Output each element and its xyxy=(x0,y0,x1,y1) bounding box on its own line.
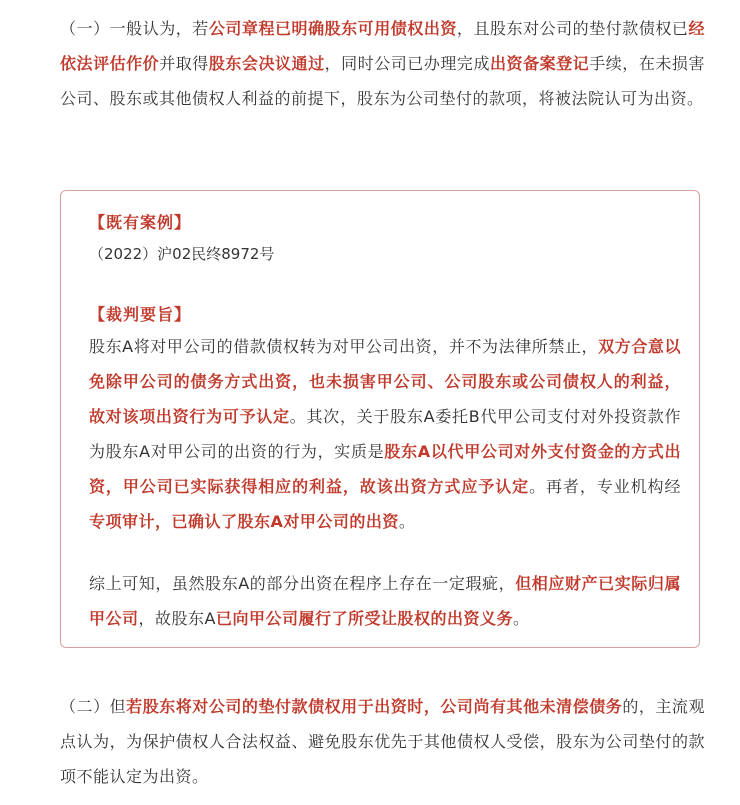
text: 。 xyxy=(398,512,416,531)
conclusion-paragraph xyxy=(89,566,681,636)
ruling-title: 【裁判要旨】 xyxy=(89,305,192,324)
highlight-text: 出资备案登记 xyxy=(490,54,590,73)
highlight-text: 但相应财产已实际归属甲公司 xyxy=(89,574,681,628)
text: ，且股东对公司的垫付款债权已 xyxy=(456,19,689,38)
highlight-text: 双方合意以免除甲公司的债务方式出资，也未损害甲公司、公司股东或公司债权人的利益，故对该项出资行为可予认定 xyxy=(89,337,681,426)
highlight-text: 股东会决议通过 xyxy=(208,54,325,73)
highlight-text: 已向甲公司履行了所受让股权的出资义务 xyxy=(215,609,513,628)
highlight-text: 经依法评估作价 xyxy=(60,19,705,73)
case-number: （2022）沪02民终8972号 xyxy=(89,245,275,263)
text: 综上可知，虽然股东A的部分出资在程序上存在一定瑕疵， xyxy=(89,574,516,593)
highlight-text: 若股东将对公司的垫付款债权用于出资时，公司尚有其他未清偿债务 xyxy=(126,697,623,716)
existing-case-title: 【既有案例】 xyxy=(89,213,192,232)
text: 并取得 xyxy=(159,54,209,73)
text: 股东A将对甲公司的借款债权转为对甲公司出资，并不为法律所禁止， xyxy=(89,337,599,356)
text: 的，主流观点认为，为保护债权人合法权益、避免股东优先于其他债权人受偿，股东为公司垫付的款项不能认定为出资。 xyxy=(60,697,705,786)
section-1-paragraph xyxy=(60,11,705,116)
text: （一）一般认为，若 xyxy=(60,19,209,38)
highlight-text: 股东A以代甲公司对外支付资金的方式出资，甲公司已实际获得相应的利益，故该出资方式应予认定 xyxy=(89,442,681,496)
text: ，同时公司已办理完成 xyxy=(324,54,490,73)
highlight-text: 公司章程已明确股东可用债权出资 xyxy=(208,19,457,38)
case-box xyxy=(60,190,700,648)
text: 。再者，专业机构经 xyxy=(529,477,681,496)
text: 。其次，关于股东A委托B代甲公司支付对外投资款作为股东A对甲公司的出资的行为，实质是 xyxy=(89,407,681,461)
text: 。 xyxy=(512,609,530,628)
text: 手续，在未损害公司、股东或其他债权人利益的前提下，股东为公司垫付的款项，将被法院认可为出资。 xyxy=(60,54,705,108)
text: （二）但 xyxy=(60,697,127,716)
highlight-text: 专项审计，已确认了股东A对甲公司的出资 xyxy=(89,512,399,531)
text: ，故股东A xyxy=(138,609,216,628)
section-2-paragraph xyxy=(60,689,705,794)
ruling-paragraph xyxy=(89,329,681,539)
